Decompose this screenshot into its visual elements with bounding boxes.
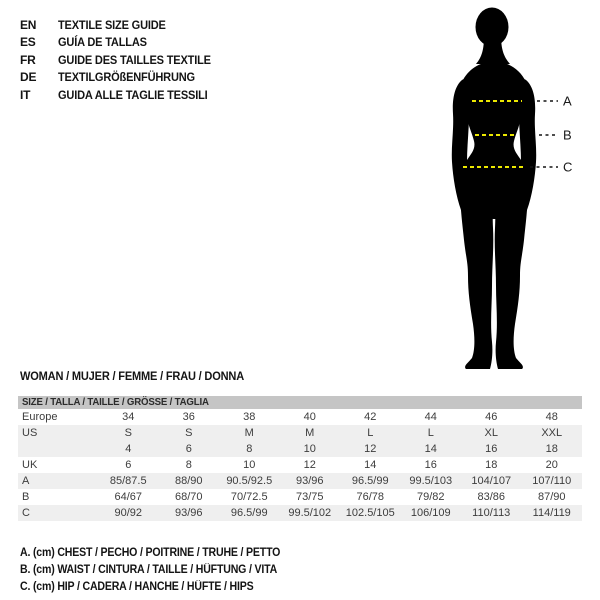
size-cell: 8 <box>185 459 192 471</box>
size-cell: 16 <box>485 443 498 455</box>
legend-item-text: B. (cm) WAIST / CINTURA / TAILLE / HÜFTUNG / VITA <box>20 564 278 576</box>
table-row <box>18 425 582 441</box>
size-cell: 110/113 <box>472 507 511 519</box>
language-code: EN <box>20 18 37 32</box>
table-header-text: SIZE / TALLA / TAILLE / GRÖSSE / TAGLIA <box>22 396 209 408</box>
size-cell: M <box>244 427 254 439</box>
language-label: GUIDE DES TAILLES TEXTILE <box>58 52 211 67</box>
legend-item <box>20 562 303 579</box>
row-label: Europe <box>22 411 58 423</box>
size-cell: 68/70 <box>174 491 203 503</box>
table-row <box>18 441 582 457</box>
language-label: GUIDA ALLE TAGLIE TESSILI <box>58 87 208 102</box>
language-label: GUÍA DE TALLAS <box>58 35 147 50</box>
woman-silhouette <box>452 8 536 370</box>
section-title <box>20 369 263 383</box>
size-cell: 14 <box>424 443 437 455</box>
measure-label-a: A <box>563 93 572 109</box>
language-label: TEXTILGRÖßENFÜHRUNG <box>58 70 195 85</box>
language-code: IT <box>20 87 31 102</box>
size-cell: 102.5/105 <box>345 507 395 519</box>
language-code: DE <box>20 70 37 85</box>
size-cell: 90/92 <box>114 507 143 519</box>
size-cell: 34 <box>122 411 135 423</box>
language-row <box>20 87 224 104</box>
size-cell: S <box>124 427 132 439</box>
legend-item <box>20 579 303 596</box>
measure-label-c: C <box>563 159 573 175</box>
size-cell: 6 <box>185 443 192 455</box>
size-cell: 8 <box>246 443 253 455</box>
size-cell: 18 <box>545 443 558 455</box>
size-cell: 64/67 <box>114 491 143 503</box>
measurement-legend <box>20 545 303 596</box>
size-cell: 85/87.5 <box>109 475 147 487</box>
woman-silhouette-svg <box>400 0 600 380</box>
language-code: FR <box>20 52 36 67</box>
size-cell: 20 <box>545 459 558 471</box>
language-code: ES <box>20 35 36 50</box>
row-label <box>18 441 98 457</box>
size-cell: XL <box>484 427 498 439</box>
size-cell: 96.5/99 <box>230 507 268 519</box>
size-cell: 10 <box>243 459 256 471</box>
size-cell: 87/90 <box>537 491 566 503</box>
measure-label-b: B <box>563 127 572 143</box>
table-body <box>18 409 582 521</box>
size-cell: 42 <box>364 411 377 423</box>
size-cell: 14 <box>364 459 377 471</box>
table-row <box>18 457 582 473</box>
row-label: B <box>22 491 30 503</box>
size-cell: M <box>305 427 315 439</box>
size-cell: 96.5/99 <box>351 475 389 487</box>
language-row <box>20 34 224 51</box>
size-cell: 6 <box>125 459 132 471</box>
size-cell: 12 <box>364 443 377 455</box>
size-cell: 48 <box>545 411 558 423</box>
size-cell: 12 <box>303 459 316 471</box>
size-cell: 36 <box>182 411 195 423</box>
size-cell: L <box>367 427 374 439</box>
row-label: A <box>22 475 30 487</box>
legend-item-text: A. (cm) CHEST / PECHO / POITRINE / TRUHE / PETTO <box>20 547 281 559</box>
row-label: US <box>22 427 38 439</box>
size-cell: 16 <box>424 459 437 471</box>
legend-item <box>20 545 303 562</box>
size-cell: 88/90 <box>174 475 203 487</box>
size-cell: 104/107 <box>471 475 512 487</box>
size-cell: 90.5/92.5 <box>226 475 273 487</box>
measurement-figure <box>400 0 600 380</box>
size-cell: 70/72.5 <box>230 491 268 503</box>
table-row <box>18 505 582 521</box>
size-cell: 40 <box>303 411 316 423</box>
row-label: C <box>22 507 30 519</box>
size-cell: 107/110 <box>532 475 572 487</box>
language-row <box>20 69 224 86</box>
table-row <box>18 409 582 425</box>
size-cell: 79/82 <box>416 491 445 503</box>
size-cell: 44 <box>424 411 437 423</box>
size-cell: 83/86 <box>477 491 506 503</box>
size-cell: 93/96 <box>295 475 324 487</box>
size-cell: 99.5/102 <box>288 507 332 519</box>
size-cell: 4 <box>125 443 132 455</box>
size-cell: 114/119 <box>532 507 571 519</box>
size-cell: 10 <box>303 443 316 455</box>
row-label: UK <box>22 459 38 471</box>
size-cell: 38 <box>243 411 256 423</box>
size-cell: 18 <box>485 459 498 471</box>
language-row <box>20 52 224 69</box>
size-cell: XXL <box>541 427 563 439</box>
size-cell: 73/75 <box>295 491 324 503</box>
size-table <box>18 396 582 521</box>
section-title-text: WOMAN / MUJER / FEMME / FRAU / DONNA <box>20 369 244 383</box>
size-cell: 46 <box>485 411 498 423</box>
language-title-list <box>20 17 224 104</box>
legend-item-text: C. (cm) HIP / CADERA / HANCHE / HÜFTE / HIPS <box>20 581 254 593</box>
language-label: TEXTILE SIZE GUIDE <box>58 18 166 32</box>
size-cell: S <box>185 427 193 439</box>
table-header-bar <box>18 396 582 409</box>
size-cell: 99.5/103 <box>409 475 453 487</box>
language-row <box>20 17 224 34</box>
size-cell: 106/109 <box>410 507 451 519</box>
table-row <box>18 473 582 489</box>
size-cell: L <box>427 427 434 439</box>
size-cell: 93/96 <box>174 507 203 519</box>
table-row <box>18 489 582 505</box>
size-cell: 76/78 <box>356 491 385 503</box>
